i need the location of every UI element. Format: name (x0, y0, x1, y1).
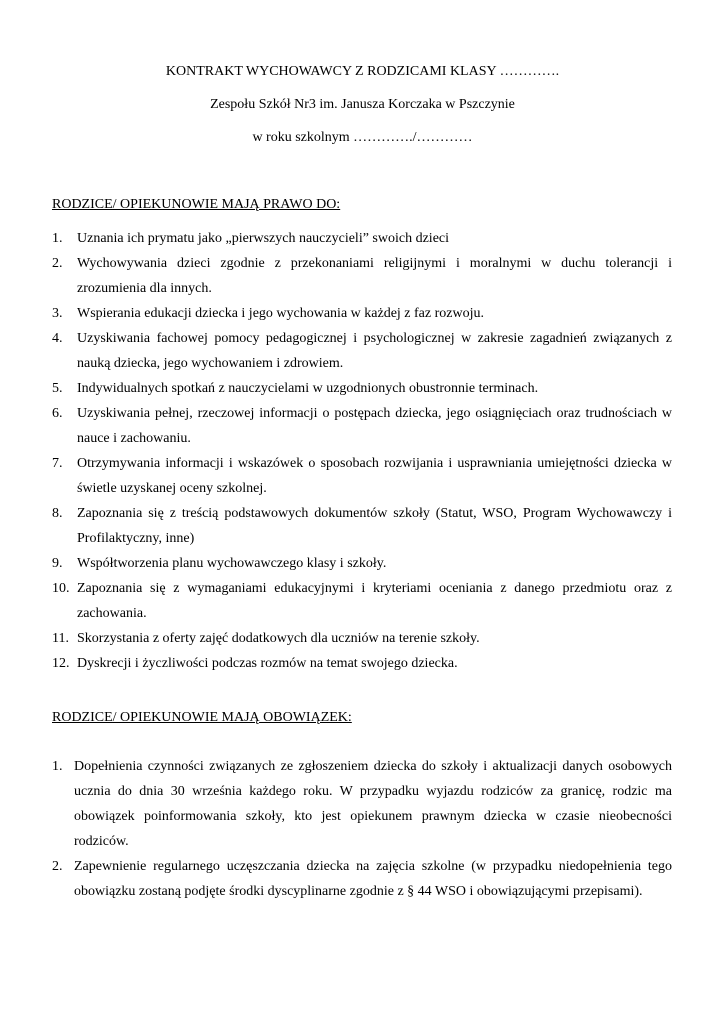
item-text: Uzyskiwania fachowej pomocy pedagogicznej i psychologicznej w zakresie zagadnień związanych z nauką dziecka, jego wychowaniem i zdrowiem. (77, 331, 672, 371)
list-item (52, 451, 672, 501)
list-item (52, 301, 672, 326)
item-number: 6. (52, 406, 63, 421)
document-title: KONTRAKT WYCHOWAWCY Z RODZICAMI KLASY …………. (165, 64, 560, 79)
item-text: Indywidualnych spotkań z nauczycielami w uzgodnionych obustronnie terminach. (77, 381, 539, 396)
item-number: 2. (52, 256, 63, 271)
item-number: 2. (52, 859, 63, 874)
item-text: Uznania ich prymatu jako „pierwszych nauczycieli” swoich dzieci (77, 231, 450, 246)
list-item (52, 651, 672, 676)
school-name: Zespołu Szkół Nr3 im. Janusza Korczaka w Pszczynie (210, 97, 515, 112)
item-text: Zapoznania się z wymaganiami edukacyjnymi i kryteriami oceniania z danego przedmiotu oraz z zachowania. (77, 581, 672, 621)
item-number: 12. (52, 656, 70, 671)
item-number: 7. (52, 456, 63, 471)
list-item (52, 576, 672, 626)
item-text: Wspierania edukacji dziecka i jego wychowania w każdej z faz rozwoju. (77, 306, 484, 321)
item-text: Wychowywania dzieci zgodnie z przekonaniami religijnymi i moralnymi w duchu tolerancji i zrozumienia dla innych. (77, 256, 672, 296)
item-text: Otrzymywania informacji i wskazówek o sposobach rozwijania i usprawniania umiejętności dziecka w świetle uzyskanej oceny szkolnej. (77, 456, 672, 496)
list-item (52, 376, 672, 401)
item-number: 4. (52, 331, 63, 346)
item-number: 8. (52, 506, 63, 521)
item-number: 5. (52, 381, 63, 396)
item-number: 9. (52, 556, 63, 571)
item-number: 1. (52, 759, 63, 774)
item-number: 3. (52, 306, 63, 321)
item-text: Skorzystania z oferty zajęć dodatkowych dla uczniów na terenie szkoły. (77, 631, 480, 646)
item-text: Dyskrecji i życzliwości podczas rozmów na temat swojego dziecka. (77, 656, 458, 671)
item-text: Zapoznania się z treścią podstawowych dokumentów szkoły (Statut, WSO, Program Wychowawczy i Profilaktyczny, inne) (77, 506, 672, 546)
list-item (52, 251, 672, 301)
item-number: 10. (52, 581, 70, 596)
item-text: Uzyskiwania pełnej, rzeczowej informacji o postępach dziecka, jego osiągnięciach oraz trudnościach w nauce i zachowaniu. (77, 406, 672, 446)
list-item (52, 854, 672, 904)
list-item (52, 226, 672, 251)
item-text: Dopełnienia czynności związanych ze zgłoszeniem dziecka do szkoły i aktualizacji danych osobowych ucznia do dnia 30 września każdego roku. W przypadku wyjazdu rodziców za granicę, rodzic ma obowiązek poinformowania szkoły, kto jest opiekunem prawnym dziecka w czasie nieobecności rodziców. (74, 759, 672, 849)
list-item (52, 754, 672, 854)
item-text: Zapewnienie regularnego uczęszczania dziecka na zajęcia szkolne (w przypadku niedopełnienia tego obowiązku zostaną podjęte środki dyscyplinarne zgodnie z § 44 WSO i obowiązującymi przepisami). (74, 859, 672, 899)
list-item (52, 626, 672, 651)
list-item (52, 501, 672, 551)
list-item (52, 326, 672, 376)
duties-heading: RODZICE/ OPIEKUNOWIE MAJĄ OBOWIĄZEK: (52, 710, 352, 725)
school-year: w roku szkolnym …………./………… (252, 130, 473, 145)
item-number: 11. (52, 631, 69, 646)
list-item (52, 551, 672, 576)
item-text: Współtworzenia planu wychowawczego klasy i szkoły. (77, 556, 387, 571)
list-item (52, 401, 672, 451)
rights-heading: RODZICE/ OPIEKUNOWIE MAJĄ PRAWO DO: (52, 197, 341, 212)
item-number: 1. (52, 231, 63, 246)
